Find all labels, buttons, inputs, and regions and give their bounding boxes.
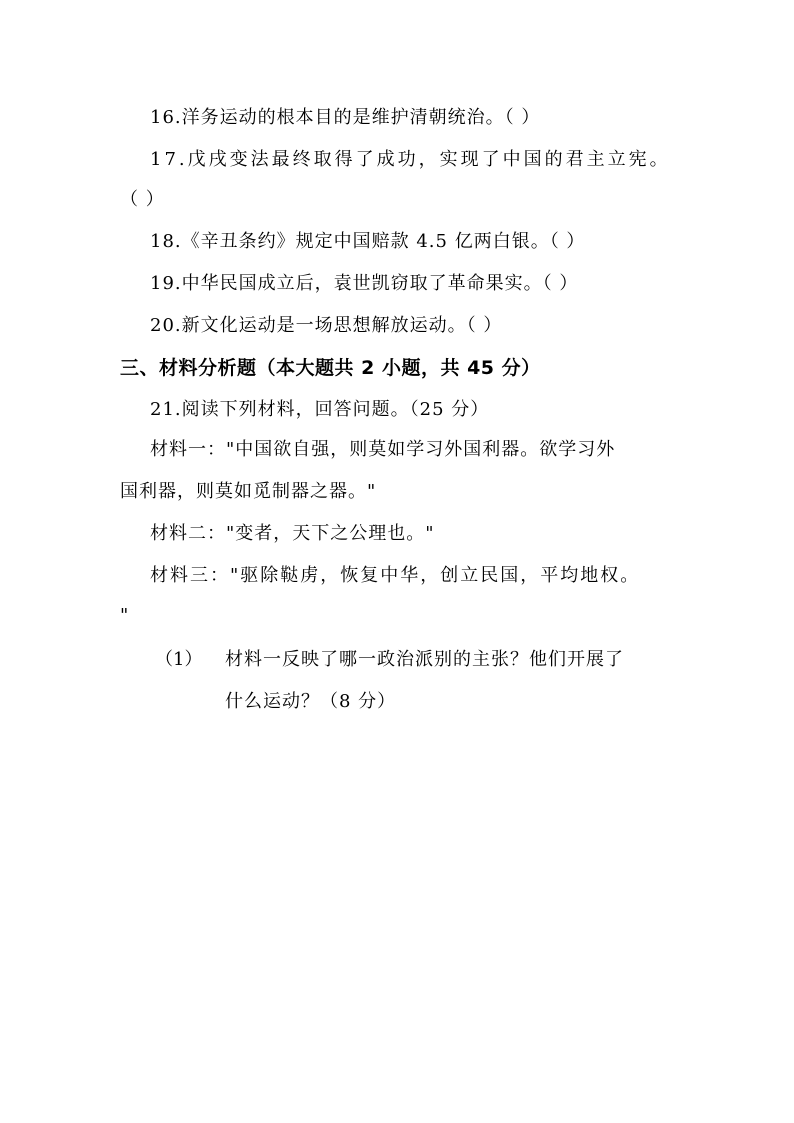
material-1-line-1: 材料一："中国欲自强，则莫如学习外国利器。欲学习外 [150, 439, 616, 460]
question-16: 16.洋务运动的根本目的是维护清朝统治。（ ） [150, 107, 541, 128]
material-3-line-2: " [120, 605, 130, 626]
material-3-line-1: 材料三："驱除鞑虏，恢复中华，创立民国，平均地权。 [150, 565, 641, 586]
question-21-intro: 21.阅读下列材料，回答问题。（25 分） [150, 399, 490, 420]
question-17-line-1: 17.戊戌变法最终取得了成功，实现了中国的君主立宪。 [150, 149, 671, 170]
question-18: 18.《辛丑条约》规定中国赔款 4.5 亿两白银。（ ） [150, 231, 586, 252]
sub-question-1-line-2: 什么运动？（8 分） [225, 691, 397, 712]
material-1-line-2: 国利器，则莫如觅制器之器。" [120, 481, 377, 502]
question-19: 19.中华民国成立后，袁世凯窃取了革命果实。（ ） [150, 273, 579, 294]
question-20: 20.新文化运动是一场思想解放运动。（ ） [150, 315, 503, 336]
section-3-heading: 三、材料分析题（本大题共 2 小题，共 45 分） [120, 357, 541, 379]
material-2: 材料二："变者，天下之公理也。" [150, 523, 435, 544]
sub-question-1-number: （1） [155, 649, 203, 670]
sub-question-1-line-1: 材料一反映了哪一政治派别的主张？他们开展了 [225, 649, 624, 670]
question-17-line-2: （ ） [120, 189, 165, 210]
